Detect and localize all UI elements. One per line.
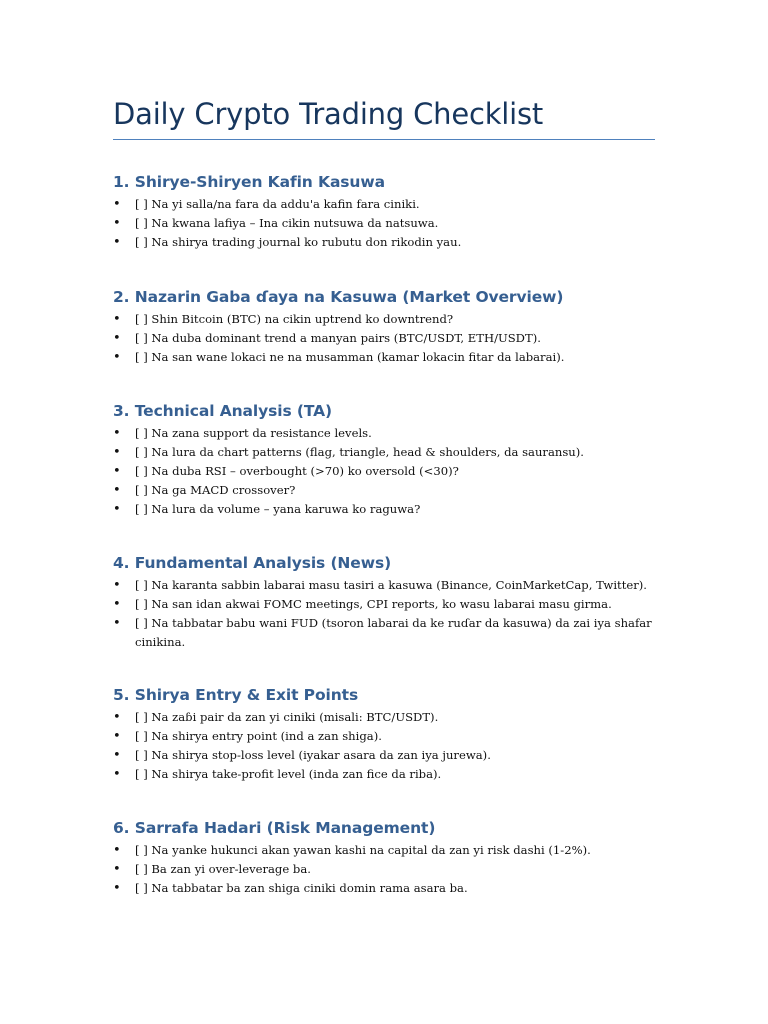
bullet-icon: • [113, 502, 121, 517]
list-item [113, 860, 673, 879]
bullet-icon: • [113, 597, 121, 612]
bullet-icon: • [113, 350, 121, 365]
list-item-text: [ ] Na shirya entry point (ind a zan shiga). [135, 729, 382, 743]
document-title: Daily Crypto Trading Checklist [113, 97, 544, 131]
bullet-icon: • [113, 578, 121, 593]
list-item [113, 595, 673, 614]
checklist [113, 708, 673, 784]
list-item-text: [ ] Na karanta sabbin labarai masu tasiri a kasuwa (Binance, CoinMarketCap, Twitter). [135, 578, 647, 592]
bullet-icon: • [113, 767, 121, 782]
list-item [113, 462, 673, 481]
section-fundamental-analysis [113, 552, 673, 652]
list-item-text: [ ] Na shirya stop-loss level (iyakar asara da zan iya jurewa). [135, 748, 491, 762]
list-item-text: [ ] Na yanke hukunci akan yawan kashi na capital da zan yi risk dashi (1-2%). [135, 843, 591, 857]
section-entry-exit-points [113, 684, 673, 784]
list-item-text: [ ] Ba zan yi over-leverage ba. [135, 862, 311, 876]
list-item [113, 765, 673, 784]
section-heading: 1. Shirye-Shiryen Kafin Kasuwa [113, 173, 385, 191]
list-item [113, 329, 673, 348]
title-underline [113, 139, 655, 140]
section-heading: 4. Fundamental Analysis (News) [113, 554, 392, 572]
bullet-icon: • [113, 862, 121, 877]
list-item [113, 500, 673, 519]
section-technical-analysis [113, 400, 673, 519]
list-item-text: [ ] Na lura da chart patterns (flag, triangle, head & shoulders, da sauransu). [135, 445, 584, 459]
bullet-icon: • [113, 729, 121, 744]
list-item [113, 708, 673, 727]
section-heading: 6. Sarrafa Hadari (Risk Management) [113, 819, 436, 837]
section-heading: 3. Technical Analysis (TA) [113, 402, 333, 420]
bullet-icon: • [113, 748, 121, 763]
checklist [113, 424, 673, 519]
list-item [113, 424, 673, 443]
bullet-icon: • [113, 426, 121, 441]
list-item [113, 233, 673, 252]
bullet-icon: • [113, 197, 121, 212]
section-pre-market-prep [113, 171, 673, 252]
list-item-text: [ ] Na zana support da resistance levels. [135, 426, 372, 440]
checklist [113, 195, 673, 252]
bullet-icon: • [113, 312, 121, 327]
list-item [113, 310, 673, 329]
list-item [113, 214, 673, 233]
list-item-text: [ ] Na ga MACD crossover? [135, 483, 296, 497]
bullet-icon: • [113, 483, 121, 498]
list-item [113, 879, 673, 898]
list-item-text: [ ] Na zaɓi pair da zan yi ciniki (misali: BTC/USDT). [135, 710, 439, 724]
bullet-icon: • [113, 445, 121, 460]
list-item-text: [ ] Na duba RSI – overbought (>70) ko oversold (<30)? [135, 464, 459, 478]
list-item [113, 348, 673, 367]
bullet-icon: • [113, 216, 121, 231]
bullet-icon: • [113, 710, 121, 725]
bullet-icon: • [113, 616, 121, 631]
list-item [113, 841, 673, 860]
list-item [113, 727, 673, 746]
list-item [113, 481, 673, 500]
list-item [113, 576, 673, 595]
bullet-icon: • [113, 881, 121, 896]
section-market-overview [113, 286, 673, 367]
section-heading: 5. Shirya Entry & Exit Points [113, 686, 359, 704]
list-item-text: [ ] Na lura da volume – yana karuwa ko raguwa? [135, 502, 421, 516]
list-item [113, 614, 673, 652]
list-item-text: [ ] Na duba dominant trend a manyan pairs (BTC/USDT, ETH/USDT). [135, 331, 541, 345]
list-item-text: [ ] Na san idan akwai FOMC meetings, CPI reports, ko wasu labarai masu girma. [135, 597, 612, 611]
list-item-text: [ ] Na san wane lokaci ne na musamman (kamar lokacin fitar da labarai). [135, 350, 565, 364]
list-item-text: [ ] Na shirya take-profit level (inda zan fice da riba). [135, 767, 442, 781]
list-item-text: [ ] Na kwana lafiya – Ina cikin nutsuwa da natsuwa. [135, 216, 439, 230]
checklist [113, 310, 673, 367]
list-item [113, 746, 673, 765]
list-item-text: [ ] Na yi salla/na fara da addu'a kafin fara ciniki. [135, 197, 420, 211]
bullet-icon: • [113, 235, 121, 250]
list-item-text: [ ] Shin Bitcoin (BTC) na cikin uptrend ko downtrend? [135, 312, 454, 326]
section-risk-management [113, 817, 673, 898]
list-item-text: [ ] Na shirya trading journal ko rubutu don rikodin yau. [135, 235, 462, 249]
bullet-icon: • [113, 843, 121, 858]
list-item [113, 443, 673, 462]
checklist [113, 576, 673, 652]
checklist [113, 841, 673, 898]
bullet-icon: • [113, 331, 121, 346]
list-item [113, 195, 673, 214]
list-item-text: [ ] Na tabbatar babu wani FUD (tsoron labarai da ke ruɗar da kasuwa) da zai iya shafar cinikina. [135, 616, 652, 649]
section-heading: 2. Nazarin Gaba ɗaya na Kasuwa (Market Overview) [113, 288, 564, 306]
list-item-text: [ ] Na tabbatar ba zan shiga ciniki domin rama asara ba. [135, 881, 468, 895]
bullet-icon: • [113, 464, 121, 479]
